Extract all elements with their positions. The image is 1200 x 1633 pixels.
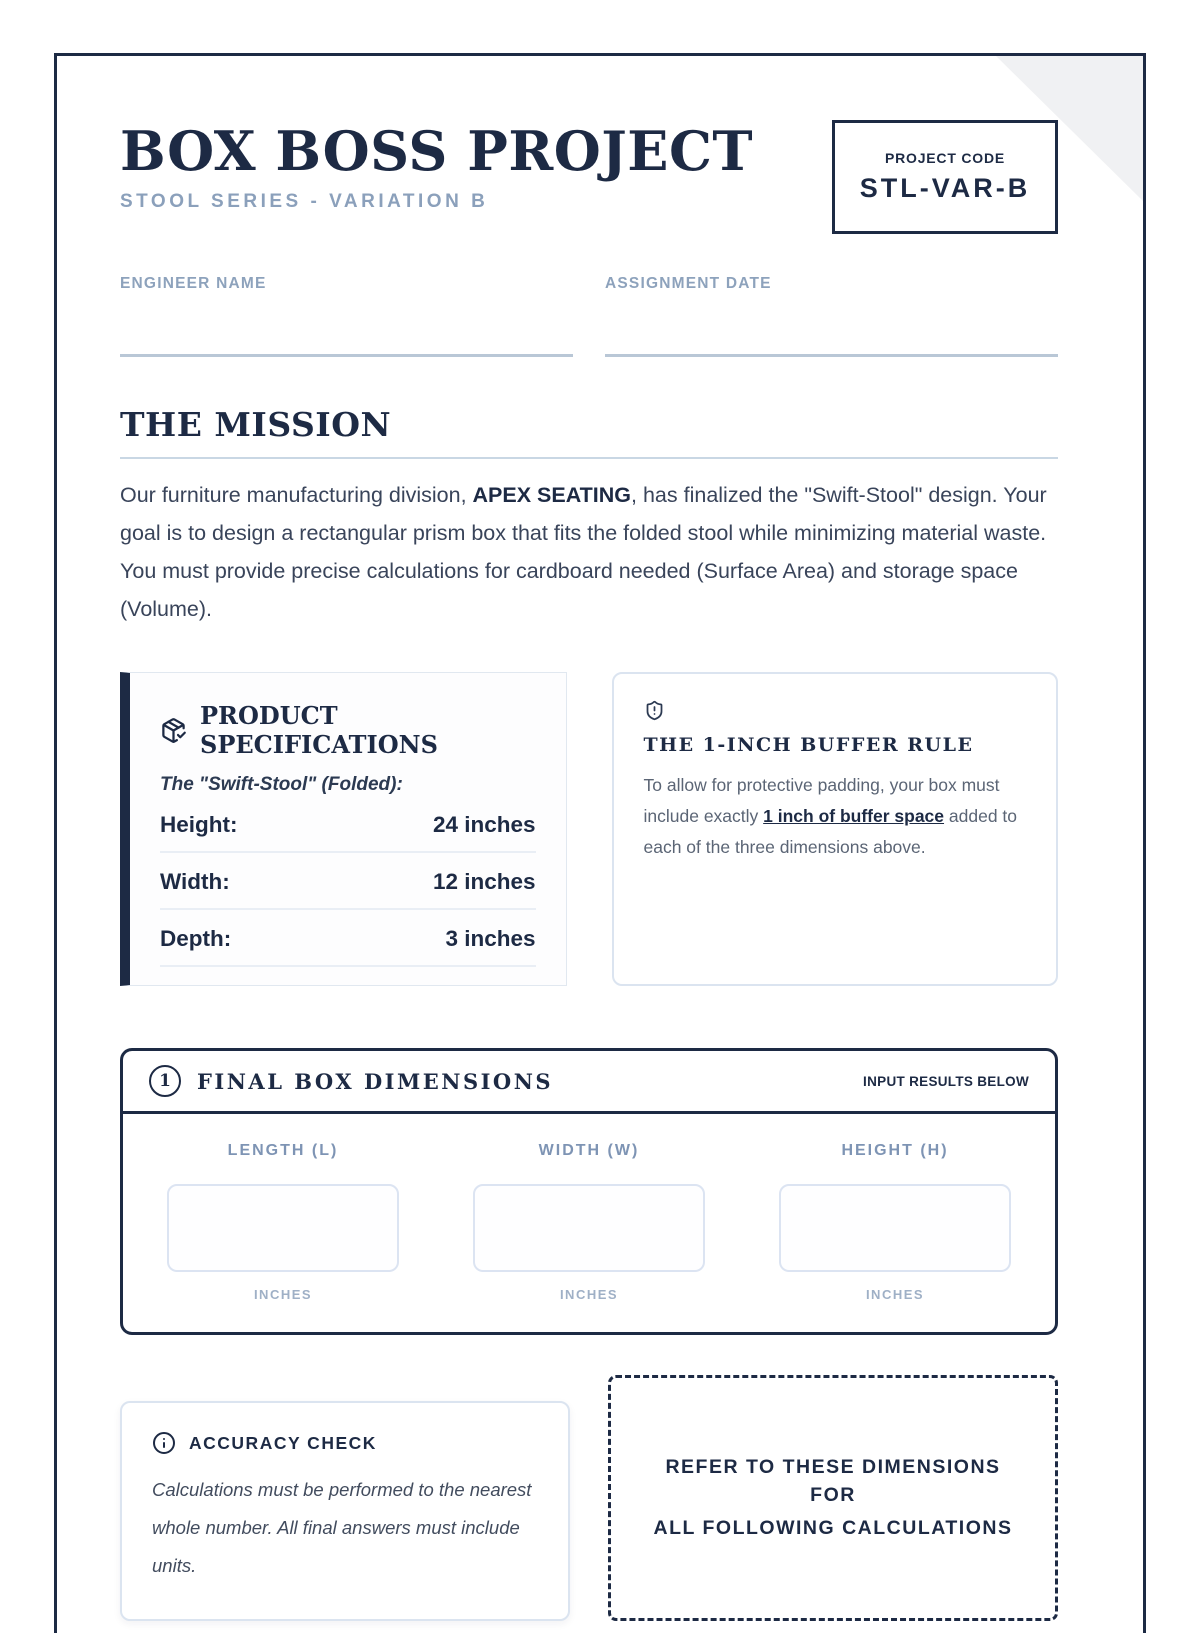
package-check-icon (160, 717, 187, 744)
spec-row-label: Width: (160, 869, 230, 895)
info-icon (152, 1431, 176, 1455)
width-column (473, 1142, 705, 1302)
accuracy-check-title: ACCURACY CHECK (189, 1432, 377, 1453)
spec-card-title: PRODUCT SPECIFICATIONS (200, 701, 438, 760)
assignment-date-field (605, 275, 1058, 357)
width-unit-label: INCHES (559, 1287, 619, 1303)
engineer-name-label: ENGINEER NAME (120, 275, 267, 293)
spec-row-value: 24 inches (432, 812, 536, 838)
assignment-date-label: ASSIGNMENT DATE (605, 275, 772, 293)
mission-paragraph (120, 476, 1058, 628)
accuracy-check-card (120, 1401, 570, 1621)
buffer-rule-title: THE 1-INCH BUFFER RULE (643, 734, 974, 757)
spec-row-value: 3 inches (445, 926, 536, 952)
mission-text-suffix: , has finalized the "Swift-Stool" design. Your goal is to design a rectangular prism box that fits the folded stool while minimizing material waste. You must provide precise calculations for cardboard needed (Surface Area) and storage space (Volume). (120, 483, 1047, 622)
spec-card-subtitle: The "Swift-Stool" (Folded): (160, 774, 403, 796)
spec-row-value: 12 inches (432, 869, 536, 895)
engineer-name-field (120, 275, 573, 357)
length-label: LENGTH (L) (227, 1142, 339, 1160)
spec-row-label: Height: (160, 812, 238, 838)
reference-note-line2: ALL FOLLOWING CALCULATIONS (653, 1517, 1013, 1540)
width-input[interactable] (473, 1184, 705, 1272)
engineer-name-input[interactable] (120, 293, 573, 357)
buffer-text-prefix: To allow for protective padding, your box must include exactly (643, 775, 1000, 827)
height-input[interactable] (779, 1184, 1011, 1272)
length-column (167, 1142, 399, 1302)
spec-row-label: Depth: (160, 926, 232, 952)
reference-note-box (608, 1375, 1058, 1621)
dimensions-header (123, 1051, 1055, 1114)
step-number-badge: 1 (149, 1065, 181, 1097)
worksheet-page (54, 53, 1146, 1633)
project-code-label: PROJECT CODE (884, 150, 1006, 166)
buffer-text-emphasis: 1 inch of buffer space (763, 806, 945, 827)
height-label: HEIGHT (H) (841, 1142, 949, 1160)
dimensions-body (123, 1114, 1055, 1332)
info-cards-row (120, 672, 1058, 986)
final-box-dimensions-section (120, 1048, 1058, 1335)
product-specifications-card (120, 672, 567, 986)
buffer-rule-card (612, 672, 1059, 986)
buffer-text-suffix: added to each of the three dimensions above. (643, 806, 1018, 858)
mission-text-prefix: Our furniture manufacturing division, (120, 483, 473, 508)
mission-text-company: APEX SEATING (472, 483, 632, 508)
document-header (120, 119, 1058, 213)
accuracy-check-text: Calculations must be performed to the nearest whole number. All final answers must include units. (152, 1479, 532, 1577)
shield-alert-icon (644, 700, 665, 721)
height-column (779, 1142, 1011, 1302)
length-unit-label: INCHES (253, 1287, 313, 1303)
mission-heading: THE MISSION (120, 405, 1058, 459)
spec-row-width (160, 853, 536, 910)
project-code-box (832, 120, 1058, 234)
reference-note-line1: REFER TO THESE DIMENSIONS FOR (665, 1456, 1001, 1506)
page-subtitle: STOOL SERIES - VARIATION B (120, 191, 489, 213)
bottom-row (120, 1375, 1058, 1621)
height-unit-label: INCHES (865, 1287, 925, 1303)
width-label: WIDTH (W) (538, 1142, 640, 1160)
project-code-value: STL-VAR-B (859, 173, 1031, 203)
dimensions-note: INPUT RESULTS BELOW (863, 1073, 1029, 1089)
spec-row-height (160, 796, 536, 853)
length-input[interactable] (167, 1184, 399, 1272)
buffer-rule-text (644, 770, 1027, 863)
dimensions-title: FINAL BOX DIMENSIONS (197, 1068, 554, 1094)
spec-row-depth (160, 910, 536, 967)
page-title: BOX BOSS PROJECT (120, 119, 754, 183)
fill-in-fields (120, 275, 1058, 357)
assignment-date-input[interactable] (605, 293, 1058, 357)
